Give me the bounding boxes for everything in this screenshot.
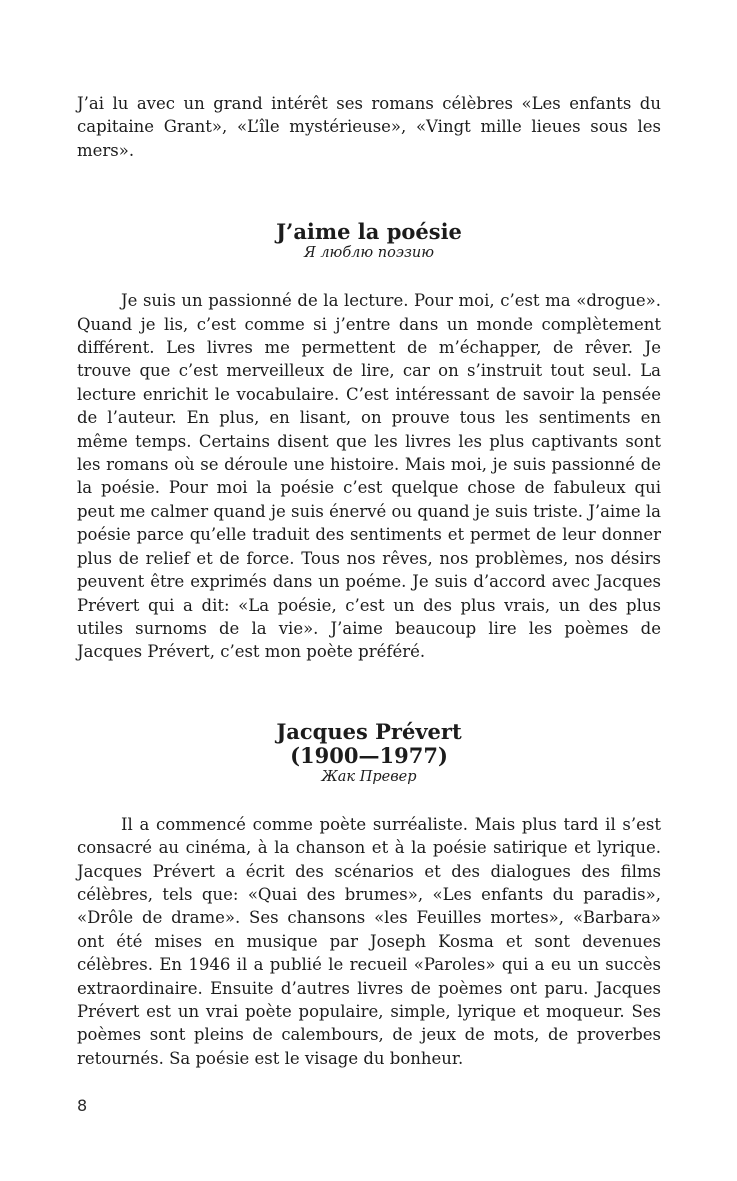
section-poetry [77, 220, 661, 664]
intro-paragraph: J’ai lu avec un grand intérêt ses romans célèbres «Les enfants du capitaine Grant», «L’île mystérieuse», «Vingt mille lieues sous les mers». [77, 94, 661, 160]
section-body: Il a commencé comme poète surréaliste. Mais plus tard il s’est consacré au cinéma, à la chanson et à la poésie satirique et lyrique. Jacques Prévert a écrit des scénarios et des dialogues des films célèbres, tels que: «Quai des brumes», «Les enfants du paradis», «Drôle de drame». Ses chansons «les Feuilles mortes», «Barbara» ont été mises en musique par Joseph Kosma et sont devenues célèbres. En 1946 il a publié le recueil «Paroles» qui a eu un succès extraordinaire. Ensuite d’autres livres de poèmes ont paru. Jacques Prévert est un vrai poète populaire, simple, lyrique et moqueur. Ses poèmes sont pleins de calembours, de jeux de mots, de proverbes retournés. Sa poésie est le visage du bonheur. [77, 814, 661, 1068]
section-title: J’aime la poésie [276, 219, 462, 245]
section-subtitle: Я люблю поэзию [304, 245, 434, 262]
section-prevert [77, 720, 661, 1070]
page-content [77, 92, 661, 1070]
section-subtitle: Жак Превер [321, 768, 417, 785]
section-years: (1900—1977) [290, 742, 448, 768]
section-body: Je suis un passionné de la lecture. Pour moi, c’est ma «drogue». Quand je lis, c’est comme si j’entre dans un monde complètement différent. Les livres me permettent de m’échapper, de rêver. Je trouve que c’est merveilleux de lire, car on s’instruit tout seul. La lecture enrichit le vocabulaire. C’est intéressant de savoir la pensée de l’auteur. En plus, en lisant, on prouve tous les sentiments en même temps. Certains disent que les livres les plus captivants sont les romans où se déroule une histoire. Mais moi, je suis passionné de la poésie. Pour moi la poésie c’est quelque chose de fabuleux qui peut me calmer quand je suis énervé ou quand je suis triste. J’aime la poésie parce qu’elle traduit des sentiments et permet de leur donner plus de relief et de force. Tous nos rêves, nos problèmes, nos désirs peuvent être exprimés dans un poéme. Je suis d’accord avec Jacques Prévert qui a dit: «La poésie, c’est un des plus vrais, un des plus utiles surnoms de la vie». J’aime beaucoup lire les poèmes de Jacques Prévert, c’est mon poète préféré. [77, 291, 661, 662]
section-title: Jacques Prévert [276, 718, 462, 744]
page-number: 8 [77, 1096, 88, 1115]
